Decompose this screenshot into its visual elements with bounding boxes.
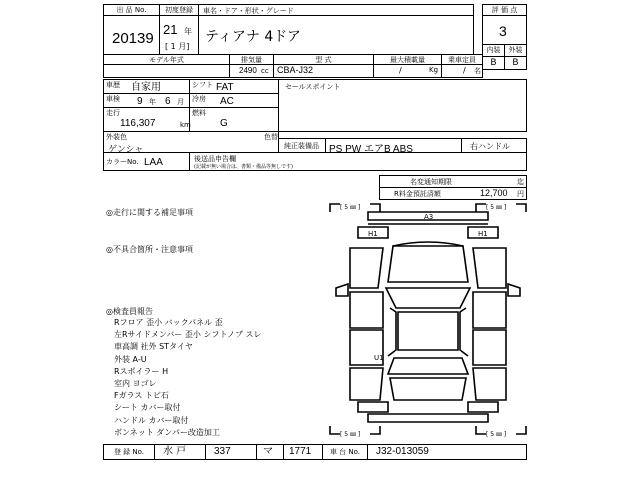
color-change-label: 色替: [264, 133, 278, 141]
inspection-year-unit: 年: [149, 98, 156, 106]
supplement-title: ◎走行に関する補足事項: [106, 208, 193, 217]
max-load-label: 最大積載量: [390, 56, 425, 64]
interior-grade-box: [482, 56, 505, 70]
inspector-line: 室内 ヨゴレ: [114, 379, 157, 389]
footer-chassis-label-box: [322, 444, 368, 460]
inspector-line: Rフロア 歪小 バックパネル 歪: [114, 318, 223, 327]
model-year-label: モデル年式: [149, 56, 184, 64]
inspector-title: ◎検査員報告: [106, 307, 153, 316]
footer-chassis-box: [367, 444, 527, 460]
equipment: PS PW エアB ABS: [329, 144, 413, 155]
ext-color-box: [103, 131, 279, 153]
lot-number-box: [103, 15, 160, 55]
recycle-period-label: 名変通知期限: [410, 178, 452, 186]
sales-point-box: [278, 79, 527, 132]
chassis-no: J32-013059: [376, 446, 429, 457]
inspector-line: Fガラス トビ石: [114, 391, 169, 401]
exterior-grade: B: [512, 58, 519, 68]
shift-box: [189, 79, 279, 94]
max-load-unit: Kg: [429, 66, 439, 74]
ac: AC: [220, 96, 234, 107]
mileage: 116,307: [120, 118, 156, 129]
equipment-label-box: [278, 138, 326, 153]
equipment-label: 純正装備品: [284, 142, 319, 150]
recycle-fee-label: R料金預託済額: [394, 190, 441, 198]
model-year-box: [103, 64, 230, 78]
first-reg-box: [159, 15, 199, 55]
displacement: 2490: [239, 66, 257, 75]
fuel-box: [189, 107, 279, 132]
usage-label: 車歴: [106, 81, 120, 89]
max-load-box: [373, 64, 442, 78]
inspection-year: 9: [137, 96, 143, 107]
grade-box: [482, 15, 527, 45]
footer-region-box: [154, 444, 206, 460]
reg-region: 水 戸: [163, 446, 187, 457]
first-reg-year-unit: 年: [184, 27, 192, 36]
footer-kana-box: [256, 444, 284, 460]
lot-label: 出 品 No.: [116, 6, 147, 14]
tire-fr-label: [ 5 ㎜ ]: [486, 204, 507, 211]
overall-grade: 3: [499, 23, 507, 39]
shift: FAT: [216, 82, 234, 93]
usage-box: [103, 79, 190, 94]
capacity-slash: /: [463, 66, 466, 75]
damage-mark: H1: [368, 230, 378, 238]
mileage-unit: km: [180, 121, 191, 129]
displacement-label: 排気量: [241, 56, 262, 64]
usage: 自家用: [131, 82, 161, 93]
car-name-label: 車名・ドア・形状・グレード: [203, 7, 294, 15]
ac-label: 冷房: [192, 95, 206, 103]
equipment-box: [325, 138, 462, 153]
defect-title: ◎不具合箇所・注意事項: [106, 245, 193, 254]
cert-note: (記載が無い場合は、書類・備品等無しです): [194, 164, 293, 170]
inspector-line: 車高調 社外 STタイヤ: [114, 342, 193, 352]
model-box: [273, 64, 374, 78]
ext-color-label: 外装色: [106, 133, 127, 141]
inspection-month-unit: 月: [177, 98, 184, 106]
first-reg-year: 21: [163, 22, 178, 37]
interior-label: 内装: [486, 46, 501, 54]
sales-point-label: セールスポイント: [285, 83, 341, 91]
capacity-unit: 名: [474, 67, 481, 75]
inspector-line: Rスポイラー H: [114, 366, 169, 376]
car-damage-diagram: [328, 200, 528, 440]
tire-fl-label: [ 5 ㎜ ]: [340, 204, 361, 211]
inspector-line: シート カバー取付: [114, 403, 181, 413]
inspector-line: 外装 A-U: [114, 354, 147, 364]
footer-reg-label-box: [103, 444, 155, 460]
fuel-label: 燃料: [192, 109, 206, 117]
car-name: ティアナ 4ドア: [205, 29, 301, 45]
color-no-box: [103, 152, 190, 171]
model-label: 型 式: [315, 56, 332, 64]
recycle-fee-unit: 円: [517, 190, 524, 198]
recycle-fee-box: [379, 187, 527, 200]
footer-class-box: [205, 444, 257, 460]
recycle-fee: 12,700: [480, 188, 508, 198]
reg-no-label: 登 録 No.: [113, 448, 145, 456]
cert-label: 後送品申告欄: [194, 155, 236, 163]
damage-mark: H1: [478, 230, 488, 238]
cert-box: [189, 152, 527, 171]
capacity-label: 乗車定員: [448, 56, 476, 64]
inspector-line: 左Rサイドメンバー 歪小 シフトノブ スレ: [114, 330, 262, 340]
reg-class: 337: [214, 446, 231, 457]
mileage-label: 走行: [106, 109, 120, 117]
car-name-box: [198, 15, 474, 55]
inspector-line: ハンドル カバー取付: [114, 415, 189, 425]
displacement-unit: cc: [261, 67, 269, 75]
mileage-box: [103, 107, 190, 132]
grade-label: 評 価 点: [491, 6, 518, 14]
reg-kana: マ: [263, 446, 273, 457]
damage-mark: A3: [424, 213, 434, 221]
shift-label: シフト: [192, 81, 213, 89]
displacement-box: [229, 64, 274, 78]
recycle-period-unit: 迄: [517, 178, 524, 186]
model-code: CBA-J32: [277, 65, 314, 75]
capacity-box: [441, 64, 483, 78]
inspection-box: [103, 93, 190, 108]
reg-number: 1771: [289, 446, 312, 457]
damage-mark: U1: [374, 354, 384, 362]
ext-color: ゲンシャ: [108, 145, 144, 155]
max-load-slash: /: [399, 66, 402, 75]
fuel: G: [220, 118, 228, 129]
first-reg-label: 初度登録: [165, 6, 193, 14]
lot-number: 20139: [112, 30, 154, 47]
steering-box: [461, 138, 527, 153]
exterior-label: 外装: [508, 46, 523, 54]
inspection-month: 6: [165, 96, 171, 107]
footer-number-box: [283, 444, 323, 460]
interior-grade: B: [490, 58, 497, 68]
first-reg-month: [ 1 月]: [165, 42, 190, 51]
inspection-label: 車検: [106, 95, 120, 103]
color-no-label: カラーNo.: [106, 158, 139, 166]
steering: 右ハンドル: [470, 142, 510, 151]
tire-rr-label: [ 5 ㎜ ]: [486, 431, 507, 438]
inspector-lines: [114, 317, 262, 439]
color-no: LAA: [144, 157, 163, 168]
exterior-grade-box: [504, 56, 527, 70]
chassis-label: 車 台 No.: [329, 448, 361, 456]
ac-box: [189, 93, 279, 108]
tire-rl-label: [ 5 ㎜ ]: [340, 431, 361, 438]
inspector-line: ボンネット ダンパー改造加工: [114, 427, 220, 437]
